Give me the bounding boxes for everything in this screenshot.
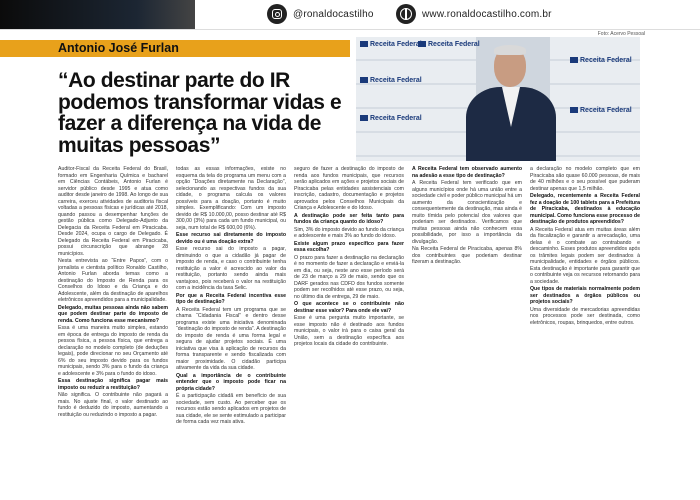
backdrop-sign: Receita Federal bbox=[418, 41, 480, 48]
interview-question: Delegado, recentemente a Receita Federal fez a doação de 100 tablets para a Prefeitura de Piracicaba, destinados à educação municipal. Como funciona esse processo de destinação de produtos apreendidos? bbox=[530, 193, 640, 225]
backdrop-sign: Receita Federal bbox=[360, 41, 422, 48]
interview-question: A Receita Federal tem observado aumento na adesão a esse tipo de destinação? bbox=[412, 166, 522, 179]
article-body bbox=[58, 166, 640, 500]
interview-question: Delegado, muitas pessoas ainda não sabem que podem destinar parte do imposto de renda. Como funciona esse mecanismo? bbox=[58, 304, 168, 324]
website-url: www.ronaldocastilho.com.br bbox=[422, 8, 552, 20]
author-band bbox=[0, 40, 350, 57]
article-paragraph: Esse é uma pergunta muito importante, se esse imposto não é destinado aos fundos municipais, o valor irá para o caixa geral da União, sem a destinação específica aos projetos locais da cidade do contribuinte. bbox=[294, 315, 404, 347]
interview-question: Essa destinação significa pagar mais imposto ou reduzir a restituição? bbox=[58, 378, 168, 391]
backdrop-right bbox=[550, 37, 640, 161]
photo-credit: Foto: Acervo Pessoal bbox=[597, 31, 645, 37]
article-paragraph: A Receita Federal tem um programa que se chama “Cidadania Fiscal” e dentro desse programa existe uma iniciativa denominada “destinação do imposto de renda”. A destinação do imposto de renda é uma forma legal e segura de ajudar projetos sociais. É uma iniciativa que visa à aplicação de recursos da forma transparente e sendo fiscalizada com maior proximidade. O cidadão participa ativamente da vida da sua cidade. bbox=[176, 306, 286, 371]
interview-question: Existe algum prazo específico para fazer essa escolha? bbox=[294, 240, 404, 253]
article-paragraph: Esse recurso sai do imposto a pagar, diminuindo o que a cidadão já pagar de imposto de renda, e caso o contribuinte tenha restituição a valor é acrescido ao valor da restituição, portanto sendo ainda mais vantajoso, pois receberá o valor na restituição com a incidência da taxa Selic. bbox=[176, 246, 286, 291]
article-paragraph: Essa é uma maneira muito simples, estando em época de entrega do imposto de renda da pessoa física, a pessoa física, que entrega a declaração no modelo completo (de deduções legais), pode direcionar no seu Orçamento até 6% do seu imposto devido para os fundos municipais, sendo 3% para o fundo da criança e adolescente e 3% para o fundo do idoso. bbox=[58, 325, 168, 377]
author-name: Antonio José Furlan bbox=[58, 41, 179, 55]
portrait-hair bbox=[494, 45, 526, 55]
headline: “Ao destinar parte do IR podemos transformar vidas e fazer a diferença na vida de muitas pessoas” bbox=[58, 69, 342, 157]
article-column bbox=[294, 166, 404, 349]
interview-question: Esse recurso sai diretamente do imposto devido ou é uma doação extra? bbox=[176, 232, 286, 245]
interview-question: A destinação pode ser feita tanto para fundos da criança quanto do idoso? bbox=[294, 212, 404, 225]
article-paragraph: todas as essas informações, existe no esquema da tela do programa um menu com a opção “Doações diretamente na Declaração”, selecionando as respectivas fundos da sua cidade, o programa calcula os valores possíveis para a doação, portanto é muito simples. Exemplificando: Com um imposto devido de R$ 10.000,00, posso destinar até R$ 300,00 (3%) para cada um fundo municipal, ou seja, num total de R$ 600,00 (6%). bbox=[176, 166, 286, 231]
article-paragraph: A Receita Federal tem verificado que em alguns municípios onde há uma união entre a sociedade civil e poder público municipal há um aumento da conscientização e consequentemente da destinação, mas ainda é muito tímida pelo potencial dos valores que poderiam ser destinados. Verificamos que muitas pessoas ainda não conhecem essa possibilidade, por isso a importância da divulgação. bbox=[412, 180, 522, 245]
website-link[interactable] bbox=[396, 4, 552, 24]
article-paragraph: A Receita Federal atua em muitas áreas além da fiscalização e garantir a arrecadação, uma delas é o combate ao contrabando e descaminho. Esses produtos apreendidos após os trâmites legais podem ser destinados à municipalidade, entidades e órgãos públicos. Esta destinação é importante para garantir que o contribuinte veja os recursos retornando para a sociedade. bbox=[530, 226, 640, 285]
instagram-link[interactable] bbox=[267, 4, 374, 24]
instagram-icon bbox=[267, 4, 287, 24]
article-paragraph: Nesta entrevista ao “Entre Papos”, com o jornalista e cientista político Ronaldo Castilho, Antonio Furlan aborda temas como a destinação do Imposto de Renda para os Conselhos do Idoso e da Criança e do Adolescente, além da destinação de aparelhos eletrônicos apreendidos para a municipalidade. bbox=[58, 258, 168, 303]
interview-photo bbox=[356, 37, 640, 161]
globe-icon bbox=[396, 4, 416, 24]
article-paragraph: Uma diversidade de mercadorias apreendidas nos processos pode ser destinada, como eletrônicos, roupas, brinquedos, entre outros. bbox=[530, 306, 640, 326]
interview-question: Por que a Receita Federal incentiva esse tipo de destinação? bbox=[176, 292, 286, 305]
top-bar bbox=[0, 0, 700, 30]
article-paragraph: O prazo para fazer a destinação na declaração é no momento de fazer a declaração e enviá-la em dia, ou seja, neste ano esse período será de 23 de março a 29 de maio, sendo que os DARF gerados nas CDFD dos fundos somente podem ser recolhidos até esse prazo, ou seja, no último dia de entrega, 29 de maio. bbox=[294, 254, 404, 300]
article-paragraph: É a participação cidadã em benefício de sua sociedade, sem custo. Ao perceber que os recursos estão sendo aplicados em projetos de sua cidade, ele se sente estimulado a participar de forma cada vez mais ativa. bbox=[176, 393, 286, 425]
backdrop-sign: Receita Federal bbox=[570, 57, 632, 64]
backdrop-sign: Receita Federal bbox=[360, 77, 422, 84]
article-paragraph: Sim, 3% do imposto devido ao fundo da criança e adolescente e mais 3% ao fundo do idoso. bbox=[294, 226, 404, 239]
article-column bbox=[176, 166, 286, 427]
article-column bbox=[58, 166, 168, 419]
article-paragraph: Na Receita Federal de Piracicaba, apenas 8% dos contribuintes que poderiam destinar fizeram a destinação. bbox=[412, 246, 522, 265]
instagram-handle: @ronaldocastilho bbox=[293, 8, 374, 20]
portrait bbox=[466, 45, 556, 161]
article-paragraph: Não significa. O contribuinte não pagará a mais. No ajuste final, o valor destinado ao fundo é deduzido do imposto, aumentando a restituição ou reduzindo o imposto a pagar. bbox=[58, 392, 168, 418]
article-paragraph: a declaração no modelo completo que em Piracicaba são quase 60.000 pessoas, de mais de 40 milhões e o seu possível que puderam destinar apenas que 1,5 milhão. bbox=[530, 166, 640, 192]
header-photo-strip bbox=[0, 0, 195, 29]
backdrop-sign: Receita Federal bbox=[570, 107, 632, 114]
interview-question: Que tipos de materiais normalmente podem ser destinados a órgãos públicos ou projetos sociais? bbox=[530, 286, 640, 305]
backdrop-sign: Receita Federal bbox=[360, 115, 422, 122]
article-column bbox=[530, 166, 640, 327]
article-paragraph: Auditor-Fiscal da Receita Federal do Brasil, formado em Engenharia Química e bacharel em Ciências Contábeis, Antonio Furlan é servidor público desde 1995 e atua como auditor desde janeiro de 1998. Ao longo de sua carreira, exerceu atividades de auditoria fiscal voltadas a pessoas físicas e jurídicas até 2018, quando passou a desempenhar funções de gestão pública como Delegado-Adjunto da Delegacia da Receita Federal em Piracicaba. Desde 2024, ocupa o cargo de Delegado. É Delegado da Receita Federal em Piracicaba, possui circunscrição que abrange 28 municípios. bbox=[58, 166, 168, 257]
article-paragraph: seguro de fazer a destinação do imposto de renda aos fundos municipais, que recursos serão aplicados em ações e projetos sociais de Piracicaba pelas entidades assistenciais com inscrição, cadastro, documentação e projetos aprovados pelos Conselhos Municipais da Criança e Adolescente e do Idoso. bbox=[294, 166, 404, 211]
backdrop-left bbox=[356, 37, 476, 161]
interview-question: Qual a importância de o contribuinte entender que o imposto pode ficar na própria cidade? bbox=[176, 372, 286, 392]
article-column bbox=[412, 166, 522, 267]
interview-question: O que acontece se o contribuinte não destinar esse valor? Para onde ele vai? bbox=[294, 301, 404, 314]
